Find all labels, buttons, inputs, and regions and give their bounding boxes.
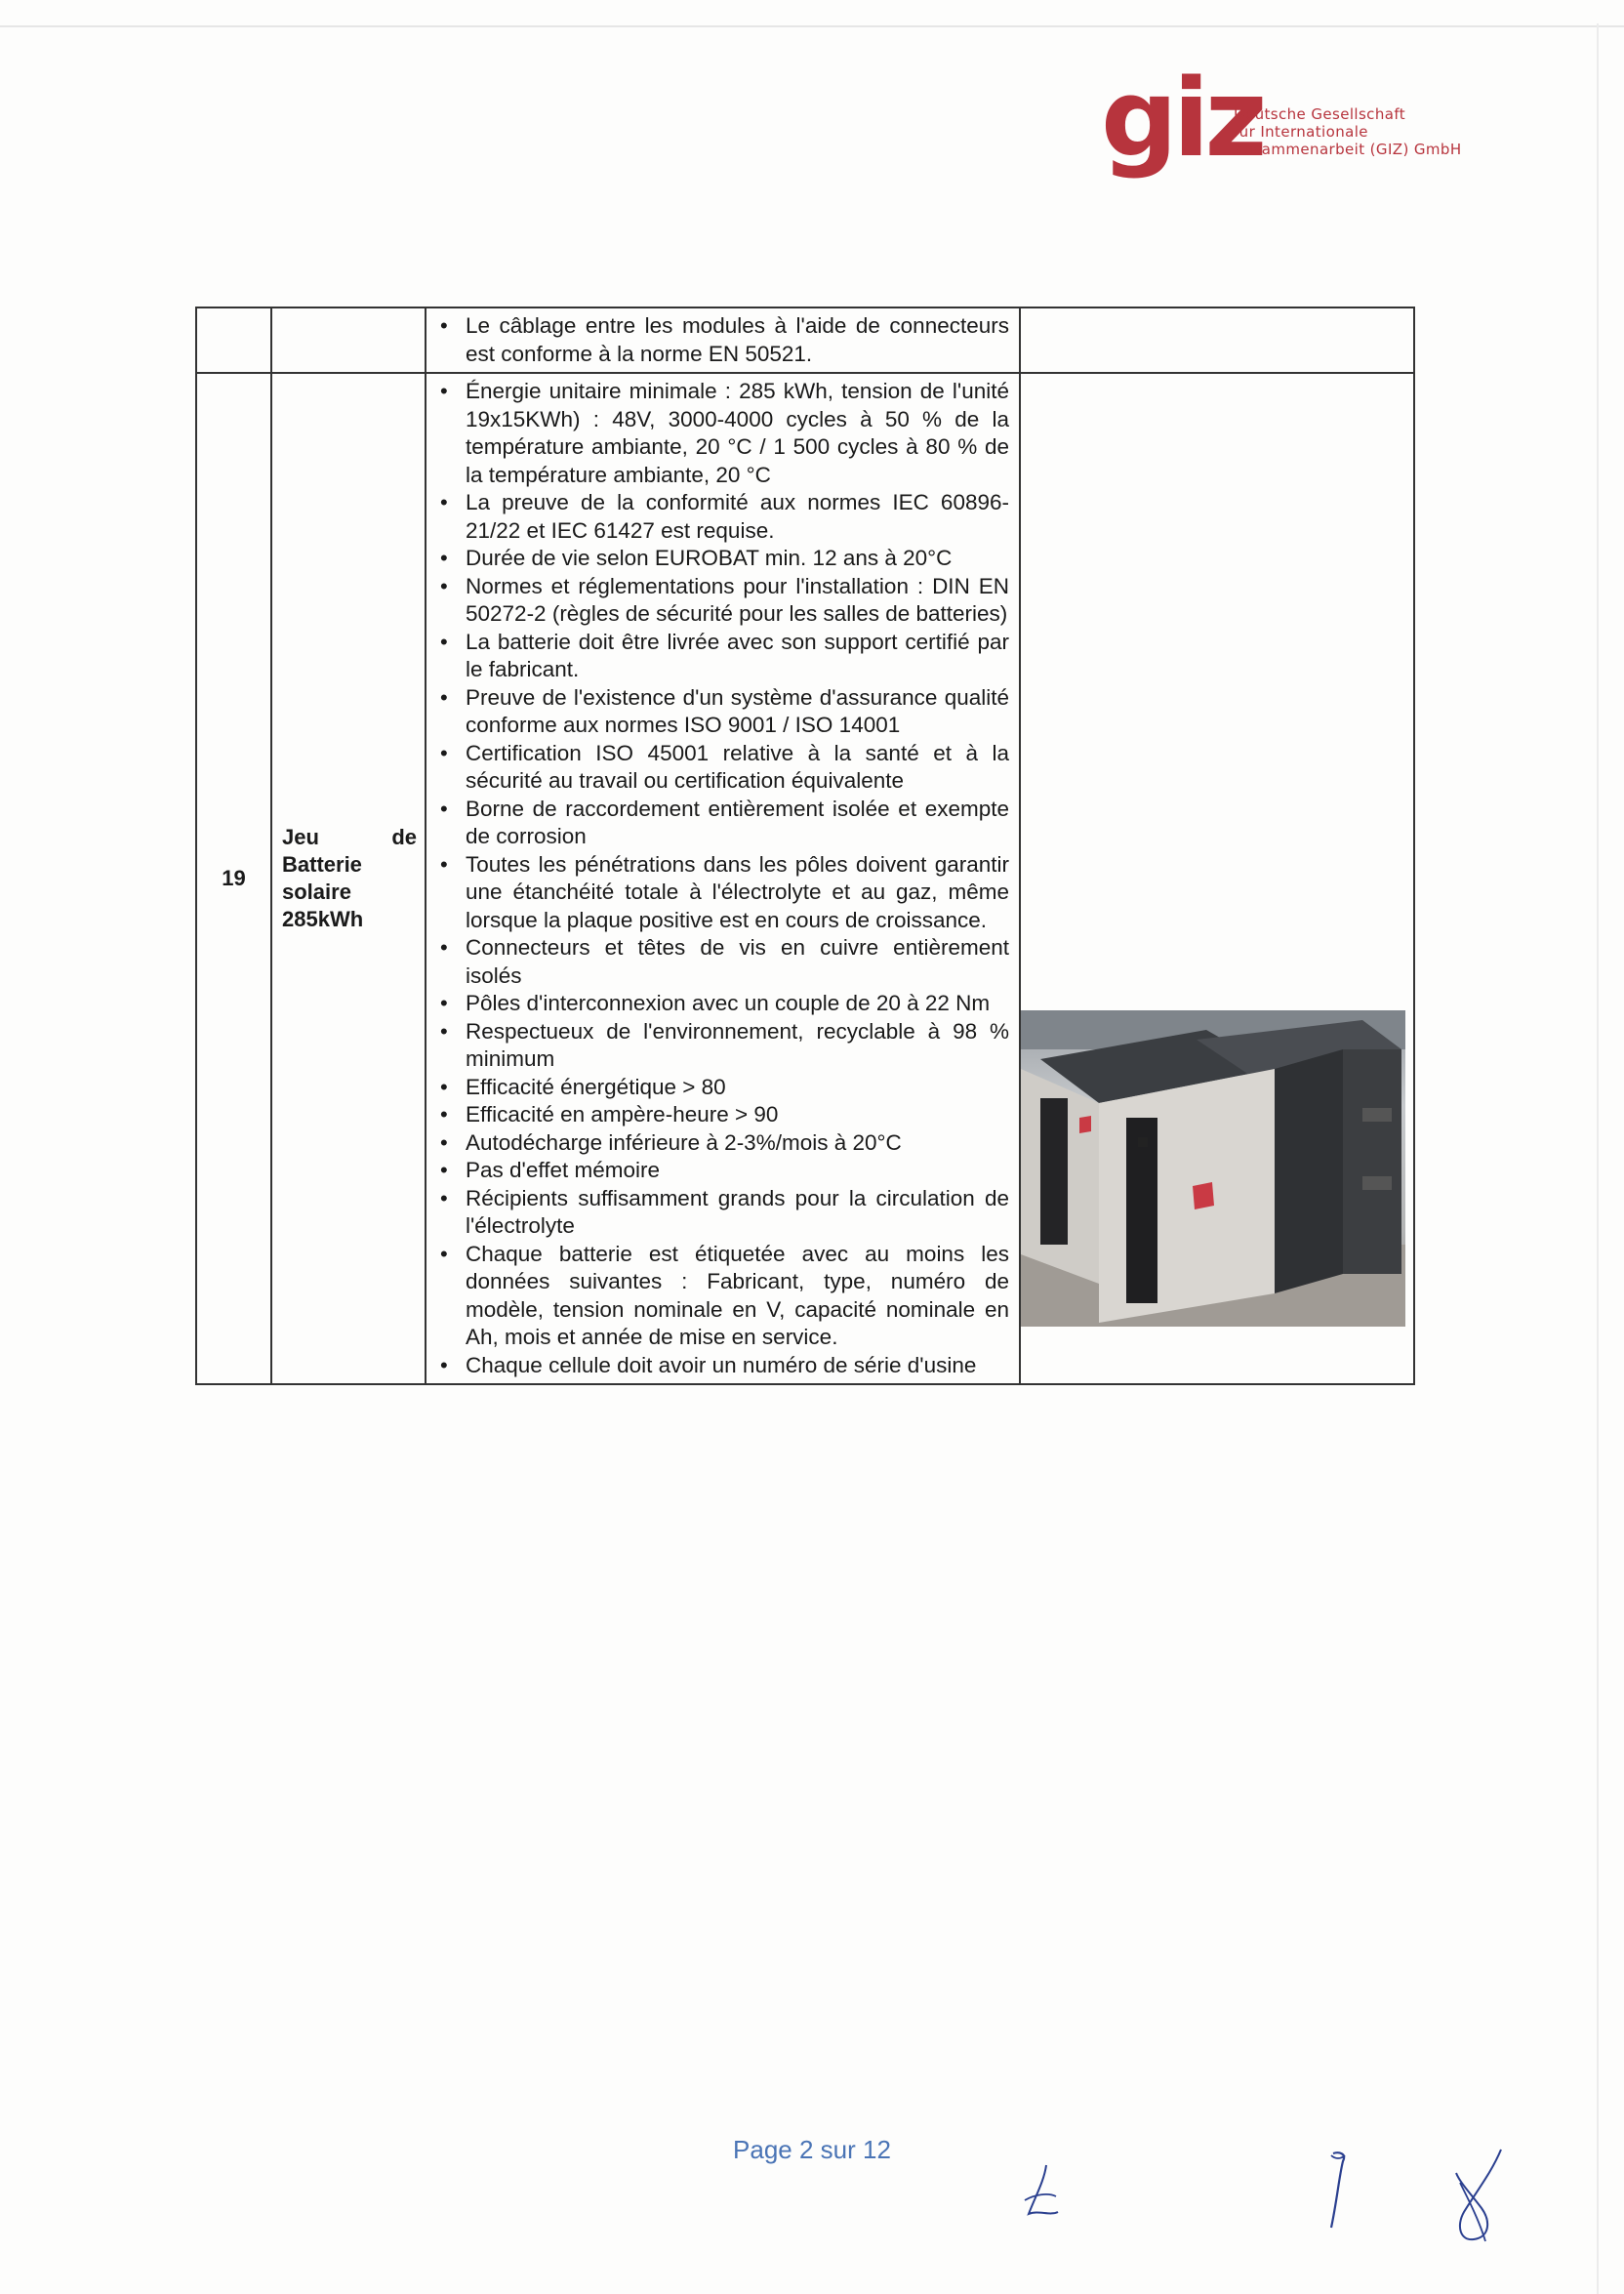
item-number: 19 [196, 373, 271, 1384]
spec-item-text: Connecteurs et têtes de vis en cuivre entièrement isolés [466, 935, 1009, 988]
spec-item [438, 489, 1009, 545]
spec-item-text: Borne de raccordement entièrement isolée et exempte de corrosion [466, 796, 1009, 848]
org-line-3: Zusammenarbeit (GIZ) GmbH [1234, 141, 1462, 158]
spec-item-text: La batterie doit être livrée avec son support certifié par le fabricant. [466, 629, 1009, 681]
bullet-icon: • [440, 1102, 448, 1127]
spec-item-text: Pôles d'interconnexion avec un couple de 20 à 22 Nm [466, 991, 991, 1015]
spec-item [438, 684, 1009, 740]
giz-logo-mark: giz [1101, 56, 1263, 181]
bullet-icon: • [440, 1241, 448, 1266]
spec-item-text: Toutes les pénétrations dans les pôles doivent garantir une étanchéité totale à l'électrolyte et au gaz, même lorsque la plaque positive est en cours de croissance. [466, 851, 1009, 932]
right-scan-edge [1597, 23, 1599, 2294]
bullet-icon: • [440, 1129, 448, 1155]
spec-item [438, 1018, 1009, 1074]
cell-name-empty [271, 307, 426, 373]
bullet-icon: • [440, 935, 448, 960]
spec-item-text: Autodécharge inférieure à 2-3%/mois à 20°C [466, 1129, 902, 1155]
bullet-icon: • [440, 490, 448, 514]
bullet-icon: • [440, 629, 448, 654]
item-name-word-4: solaire [282, 880, 351, 904]
table-row-continuation [196, 307, 1414, 373]
spec-item [438, 1241, 1009, 1352]
bullet-icon: • [440, 740, 448, 765]
bullet-icon: • [440, 684, 448, 710]
spec-item [438, 629, 1009, 684]
spec-item [438, 312, 1009, 368]
cell-image-empty [1020, 307, 1414, 373]
spec-item [438, 740, 1009, 796]
bullet-icon: • [440, 796, 448, 821]
spec-item [438, 573, 1009, 629]
cell-image [1020, 373, 1414, 1384]
page-number: Page 2 sur 12 [733, 2135, 891, 2164]
spec-item-text: Chaque batterie est étiquetée avec au moins les données suivantes : Fabricant, type, numéro de modèle, tension nominale en V, capacité nominale en Ah, mois et année de mise en service. [466, 1241, 1009, 1349]
item-name [271, 373, 426, 1384]
spec-item [438, 1129, 1009, 1158]
bullet-icon: • [440, 1158, 448, 1182]
bullet-icon: • [440, 1074, 448, 1099]
org-line-1: Deutsche Gesellschaft [1234, 105, 1406, 123]
spec-list-continued [426, 308, 1019, 372]
spec-item [438, 1352, 1009, 1380]
bullet-icon: • [440, 546, 448, 570]
bullet-icon: • [440, 379, 448, 403]
bullet-icon: • [440, 1352, 448, 1377]
spec-item-text: Normes et réglementations pour l'installation : DIN EN 50272-2 (règles de sécurité pour les salles de batteries) [466, 573, 1009, 626]
bullet-icon: • [440, 573, 448, 598]
spec-item [438, 1157, 1009, 1185]
spec-item [438, 851, 1009, 935]
table-row-item-19 [196, 373, 1414, 1384]
signature-initial-1 [1015, 2157, 1074, 2226]
spec-item [438, 796, 1009, 851]
cell-specs-continued [426, 307, 1020, 373]
organization-name [1234, 105, 1487, 158]
top-scan-line [0, 25, 1624, 27]
spec-item [438, 1101, 1009, 1129]
signature-initial-2 [1320, 2148, 1359, 2235]
item-name-word-2: de [391, 825, 417, 849]
spec-item-text: Durée de vie selon EUROBAT min. 12 ans à 20°C [466, 546, 953, 570]
bullet-icon: • [440, 851, 448, 877]
spec-item [438, 934, 1009, 990]
spec-item-text: Respectueux de l'environnement, recyclable à 98 % minimum [466, 1018, 1009, 1071]
bullet-icon: • [440, 1018, 448, 1044]
specification-table [195, 307, 1415, 1385]
item-name-word-3: Batterie [282, 852, 362, 877]
spec-item-text: La preuve de la conformité aux normes IEC 60896-21/22 et IEC 61427 est requise. [466, 490, 1009, 543]
spec-item-text: Efficacité énergétique > 80 [466, 1074, 726, 1099]
signature-initial-3 [1441, 2144, 1519, 2251]
spec-item-text: Efficacité en ampère-heure > 90 [466, 1102, 779, 1127]
spec-item-text: Le câblage entre les modules à l'aide de connecteurs est conforme à la norme EN 50521. [466, 313, 1009, 366]
spec-item [438, 990, 1009, 1018]
battery-cabinets-photo [1021, 1010, 1405, 1327]
item-name-word-5: 285kWh [282, 907, 364, 931]
spec-item-text: Chaque cellule doit avoir un numéro de série d'usine [466, 1352, 977, 1377]
spec-item-text: Énergie unitaire minimale : 285 kWh, tension de l'unité 19x15KWh) : 48V, 3000-4000 cycles à 50 % de la température ambiante, 20 °C / 1 500 cycles à 80 % de la température ambiante, 20 °C [466, 379, 1009, 487]
bullet-icon: • [440, 1185, 448, 1210]
spec-item-text: Preuve de l'existence d'un système d'assurance qualité conforme aux normes ISO 9001 / ISO 14001 [466, 684, 1009, 737]
bullet-icon: • [440, 313, 448, 338]
spec-item [438, 1185, 1009, 1241]
org-line-2: für Internationale [1234, 123, 1368, 141]
spec-item-text: Récipients suffisamment grands pour la circulation de l'électrolyte [466, 1185, 1009, 1238]
cell-number-empty [196, 307, 271, 373]
spec-item [438, 378, 1009, 489]
spec-item-text: Certification ISO 45001 relative à la santé et à la sécurité au travail ou certification équivalente [466, 740, 1009, 793]
spec-item [438, 545, 1009, 573]
spec-list [426, 374, 1019, 1383]
bullet-icon: • [440, 991, 448, 1015]
item-name-word-1: Jeu [282, 825, 319, 849]
spec-item [438, 1074, 1009, 1102]
spec-item-text: Pas d'effet mémoire [466, 1158, 660, 1182]
cell-specs [426, 373, 1020, 1384]
